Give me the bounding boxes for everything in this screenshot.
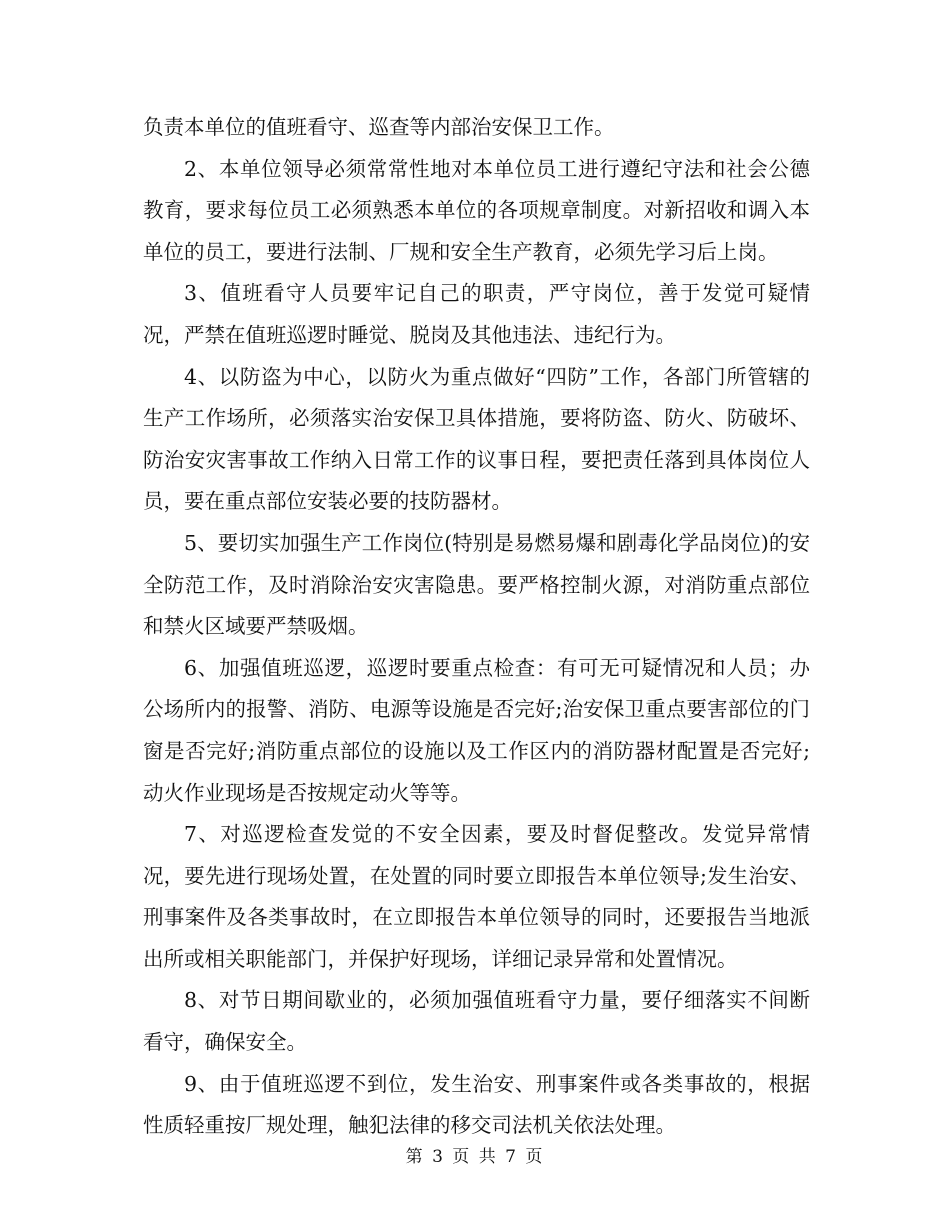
document-body	[143, 107, 810, 1147]
paragraph-item-2: 2、本单位领导必须常常性地对本单位员工进行遵纪守法和社会公德教育，要求每位员工必须熟悉本单位的各项规章制度。对新招收和调入本单位的员工，要进行法制、厂规和安全生产教育，必须先学习后上岗。	[143, 156, 810, 264]
page-number-footer: 第 3 页 共 7 页	[405, 1147, 545, 1167]
paragraph-item-8: 8、对节日期间歇业的，必须加强值班看守力量，要仔细落实不间断看守，确保安全。	[143, 988, 810, 1055]
paragraph-continuation: 负责本单位的值班看守、巡查等内部治安保卫工作。	[143, 115, 615, 139]
paragraph-item-4: 4、以防盗为中心，以防火为重点做好“四防”工作，各部门所管辖的生产工作场所，必须落实治安保卫具体措施，要将防盗、防火、防破坏、防治安灾害事故工作纳入日常工作的议事日程，要把责任落到具体岗位人员，要在重点部位安装必要的技防器材。	[143, 364, 810, 514]
paragraph-item-3: 3、值班看守人员要牢记自己的职责，严守岗位，善于发觉可疑情况，严禁在值班巡逻时睡觉、脱岗及其他违法、违纪行为。	[143, 281, 810, 347]
paragraph-item-6: 6、加强值班巡逻，巡逻时要重点检查：有可无可疑情况和人员；办公场所内的报警、消防、电源等设施是否完好;治安保卫重点要害部位的门窗是否完好;消防重点部位的设施以及工作区内的消防器材配置是否完好;动火作业现场是否按规定动火等等。	[143, 655, 810, 805]
paragraph-item-7: 7、对巡逻检查发觉的不安全因素，要及时督促整改。发觉异常情况，要先进行现场处置，在处置的同时要立即报告本单位领导;发生治安、刑事案件及各类事故时，在立即报告本单位领导的同时，还要报告当地派出所或相关职能部门，并保护好现场，详细记录异常和处置情况。	[143, 822, 810, 971]
paragraph-item-9: 9、由于值班巡逻不到位，发生治安、刑事案件或各类事故的，根据性质轻重按厂规处理，触犯法律的移交司法机关依法处理。	[143, 1071, 810, 1138]
paragraph-item-5: 5、要切实加强生产工作岗位(特别是易燃易爆和剧毒化学品岗位)的安全防范工作，及时消除治安灾害隐患。要严格控制火源，对消防重点部位和禁火区域要严禁吸烟。	[143, 530, 810, 639]
